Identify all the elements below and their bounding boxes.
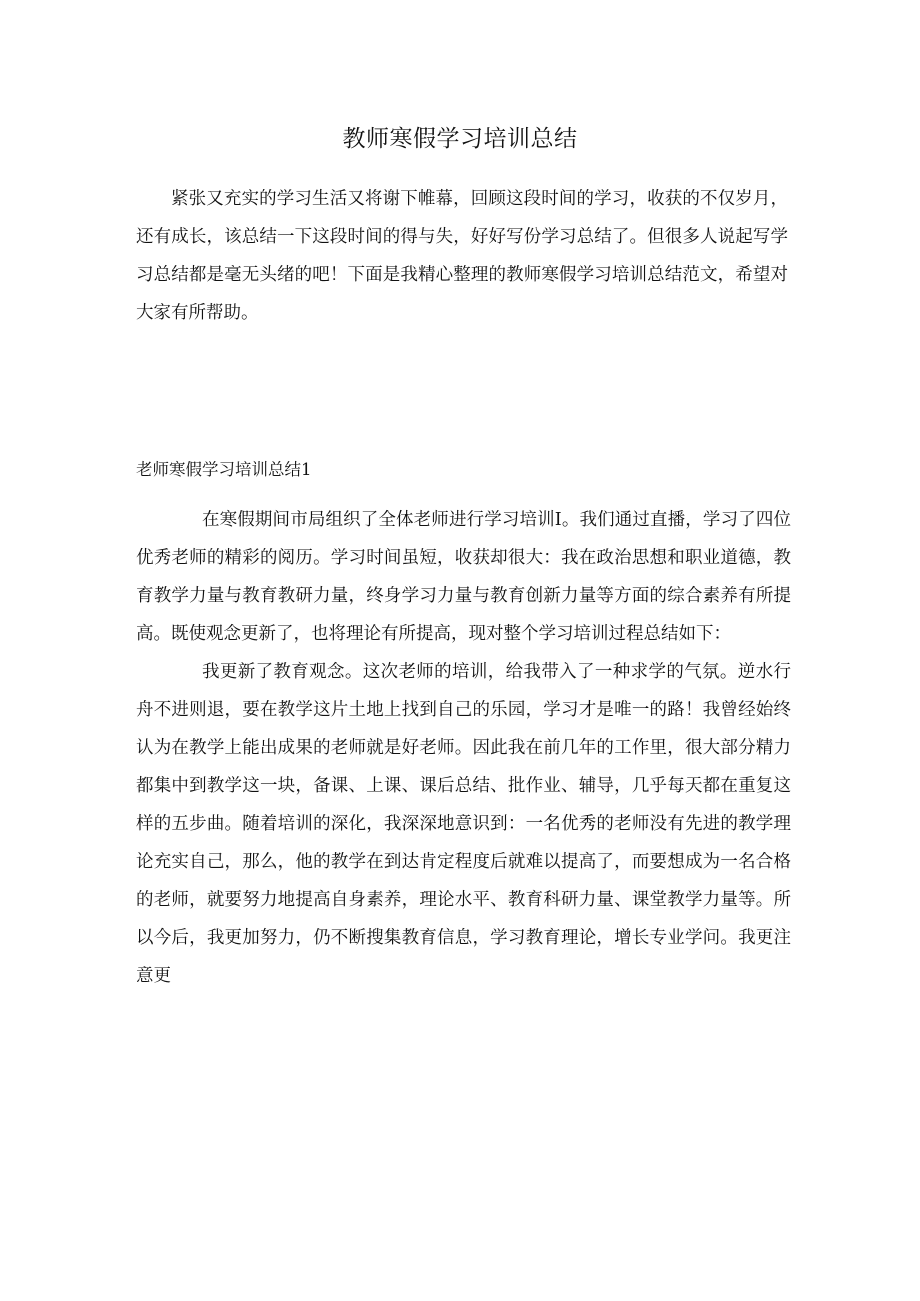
document-title: 教师寒假学习培训总结 xyxy=(342,126,578,152)
section-heading: 老师寒假学习培训总结1 xyxy=(136,460,312,479)
intro-paragraph: 紧张又充实的学习生活又将谢下帷幕，回顾这段时间的学习，收获的不仅岁月，还有成长，该总结一下这段时间的得与失，好好写份学习总结了。但很多人说起写学习总结都是毫无头绪的吧！下面是我精心整理的教师寒假学习培训总结范文，希望对大家有所帮助。 xyxy=(136,189,788,323)
body-paragraph-2: 我更新了教育观念。这次老师的培训，给我带入了一种求学的气氛。逆水行舟不进则退，要在教学这片土地上找到自己的乐园，学习才是唯一的路！我曾经始终认为在教学上能出成果的老师就是好老师。因此我在前几年的工作里，很大部分精力都集中到教学这一块，备课、上课、课后总结、批作业、辅导，几乎每天都在重复这样的五步曲。随着培训的深化，我深深地意识到：一名优秀的老师没有先进的教学理论充实自己，那么，他的教学在到达肯定程度后就难以提高了，而要想成为一名合格的老师，就要努力地提高自身素养，理论水平、教育科研力量、课堂教学力量等。所以今后，我更加努力，仍不断搜集教育信息，学习教育理论，增长专业学问。我更注意更 xyxy=(136,662,791,986)
body-paragraph-1: 在寒假期间市局组织了全体老师进行学习培训I。我们通过直播，学习了四位优秀老师的精彩的阅历。学习时间虽短，收获却很大：我在政治思想和职业道德，教育教学力量与教育教研力量，终身学习力量与教育创新力量等方面的综合素养有所提高。既使观念更新了，也将理论有所提高，现对整个学习培训过程总结如下： xyxy=(136,510,791,644)
section-body xyxy=(136,501,791,995)
